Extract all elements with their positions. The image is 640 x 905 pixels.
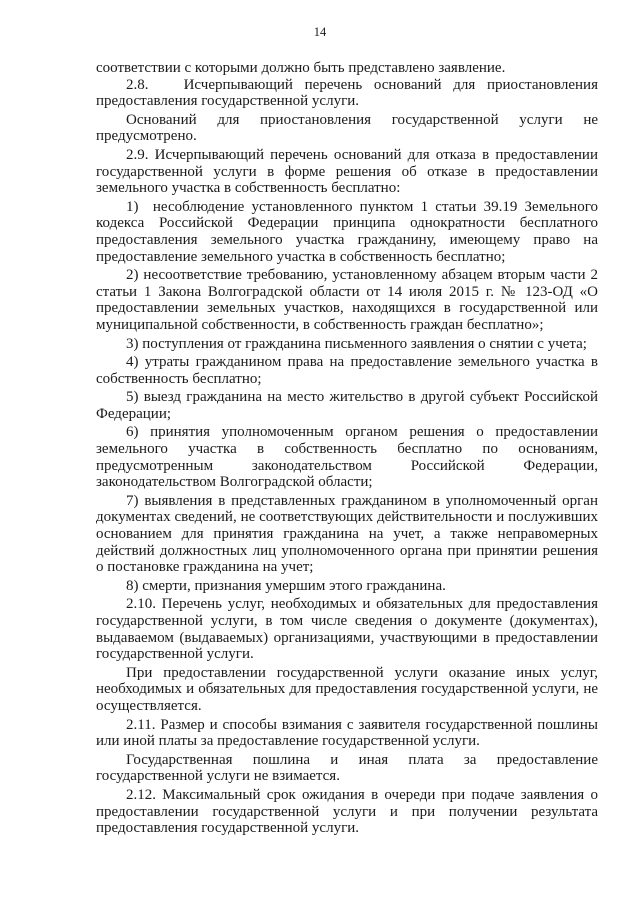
list-item-5: 5) выезд гражданина на место жительство в другой субъект Российской Федерации; — [96, 389, 598, 422]
paragraph-fee: Государственная пошлина и иная плата за предоставление государственной услуги не взимается. — [96, 751, 598, 785]
page-number: 14 — [313, 25, 327, 39]
list-item-4: 4) утраты гражданином права на предоставление земельного участка в собственность бесплатно; — [96, 354, 598, 387]
paragraph-no-suspension: Оснований для приостановления государственной услуги не предусмотрено. — [96, 111, 598, 145]
paragraph-continuation: соответствии с которыми должно быть представлено заявление. — [96, 60, 506, 76]
document-body — [96, 60, 598, 837]
paragraph-2-10: 2.10. Перечень услуг, необходимых и обязательных для предоставления государственной услуги, в том числе сведения о документе (документах), выдаваемом (выдаваемых) организациями, участвующими в предоставлении государственной услуги. — [96, 596, 598, 663]
paragraph-2-9: 2.9. Исчерпывающий перечень оснований для отказа в предоставлении государственной услуги в форме решения об отказе в предоставлении земельного участка в собственность бесплатно: — [96, 146, 598, 197]
list-item-1: 1) несоблюдение установленного пунктом 1 статьи 39.19 Земельного кодекса Российской Федерации принципа однократности бесплатного предоставления земельного участка гражданину, имеющему право на предоставление земельного участка в собственность бесплатно; — [96, 198, 598, 265]
list-item-2: 2) несоответствие требованию, установленному абзацем вторым части 2 статьи 1 Закона Волгоградской области от 14 июля 2015 г. № 123-ОД «О предоставлении земельных участков, находящихся в государственной или муниципальной собственности, в собственность граждан бесплатно»; — [96, 267, 598, 333]
list-item-7: 7) выявления в представленных гражданином в уполномоченный орган документах сведений, не соответствующих действительности и послуживших основанием для принятия гражданина на учет, а также неправомерных действий должностных лиц уполномоченного органа при принятии решения о постановке гражданина на учет; — [96, 492, 598, 576]
paragraph-2-8: 2.8. Исчерпывающий перечень оснований для приостановления предоставления государственной услуги. — [96, 76, 598, 110]
list-item-6: 6) принятия уполномоченным органом решения о предоставлении земельного участка в собственность бесплатно по основаниям, предусмотренным законодательством Российской Федерации, законодательством Волгоградской области; — [96, 424, 598, 491]
list-item-3: 3) поступления от гражданина письменного заявления о снятии с учета; — [126, 335, 587, 352]
paragraph-2-11: 2.11. Размер и способы взимания с заявителя государственной пошлины или иной платы за предоставление государственной услуги. — [96, 716, 598, 750]
list-item-8: 8) смерти, признания умершим этого гражданина. — [126, 577, 446, 594]
paragraph-2-12: 2.12. Максимальный срок ожидания в очереди при подаче заявления о предоставлении государственной услуги и при получении результата предоставления государственной услуги. — [96, 786, 598, 837]
paragraph-other-services: При предоставлении государственной услуги оказание иных услуг, необходимых и обязательных для предоставления государственной услуги, не осуществляется. — [96, 664, 598, 714]
